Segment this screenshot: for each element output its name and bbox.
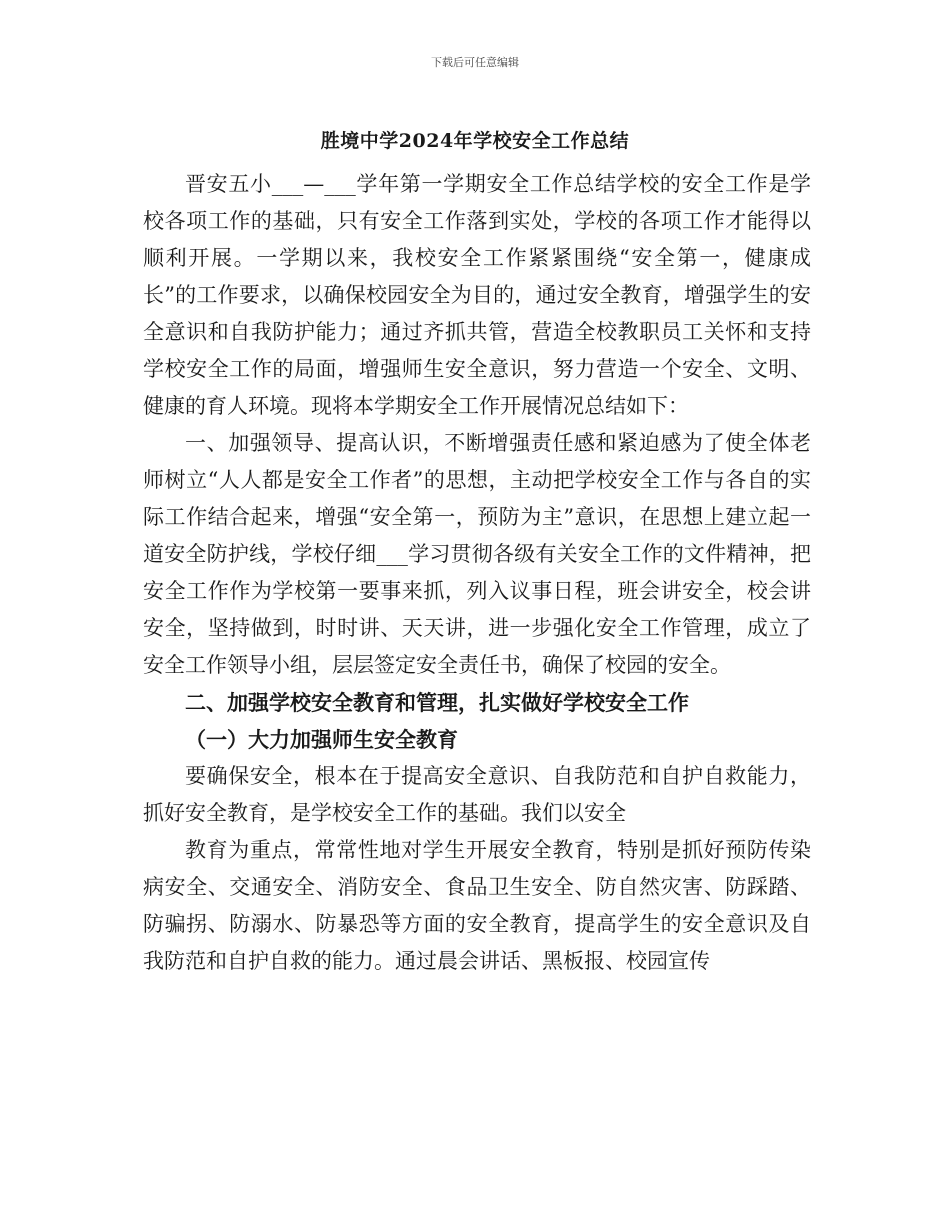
subsection-heading-one: （一）大力加强师生安全教育 bbox=[185, 727, 458, 752]
page-header-note: 下载后可任意编辑 bbox=[431, 56, 519, 69]
document-title: 胜境中学2024年学校安全工作总结 bbox=[320, 130, 630, 152]
paragraph-education-focus: 教育为重点，常常性地对学生开展安全教育，特别是抓好预防传染病安全、交通安全、消防安全、食品卫生安全、防自然灾害、防踩踏、防骗拐、防溺水、防暴恐等方面的安全教育，提高学生的安全意识及自我防范和自护自救的能力。通过晨会讲话、黑板报、校园宣传 bbox=[143, 838, 811, 973]
section-heading-two: 二、加强学校安全教育和管理，扎实做好学校安全工作 bbox=[185, 690, 689, 715]
paragraph-safety-education: 要确保安全，根本在于提高安全意识、自我防范和自护自救能力，抓好安全教育，是学校安全工作的基础。我们以安全 bbox=[143, 764, 811, 825]
paragraph-intro: 晋安五小___—___学年第一学期安全工作总结学校的安全工作是学校各项工作的基础，只有安全工作落到实处，学校的各项工作才能得以顺利开展。一学期以来，我校安全工作紧紧围绕“安全第一，健康成长”的工作要求，以确保校园安全为目的，通过安全教育，增强学生的安全意识和自我防护能力；通过齐抓共管，营造全校教职员工关怀和支持学校安全工作的局面，增强师生安全意识，努力营造一个安全、文明、健康的育人环境。现将本学期安全工作开展情况总结如下： bbox=[143, 172, 811, 418]
document-body bbox=[143, 166, 811, 980]
paragraph-section-one: 一、加强领导、提高认识，不断增强责任感和紧迫感为了使全体老师树立“人人都是安全工作者”的思想，主动把学校安全工作与各自的实际工作结合起来，增强“安全第一，预防为主”意识，在思想上建立起一道安全防护线，学校仔细___学习贯彻各级有关安全工作的文件精神，把安全工作作为学校第一要事来抓，列入议事日程，班会讲安全，校会讲安全，坚持做到，时时讲、天天讲，进一步强化安全工作管理，成立了安全工作领导小组，层层签定安全责任书，确保了校园的安全。 bbox=[143, 431, 811, 677]
